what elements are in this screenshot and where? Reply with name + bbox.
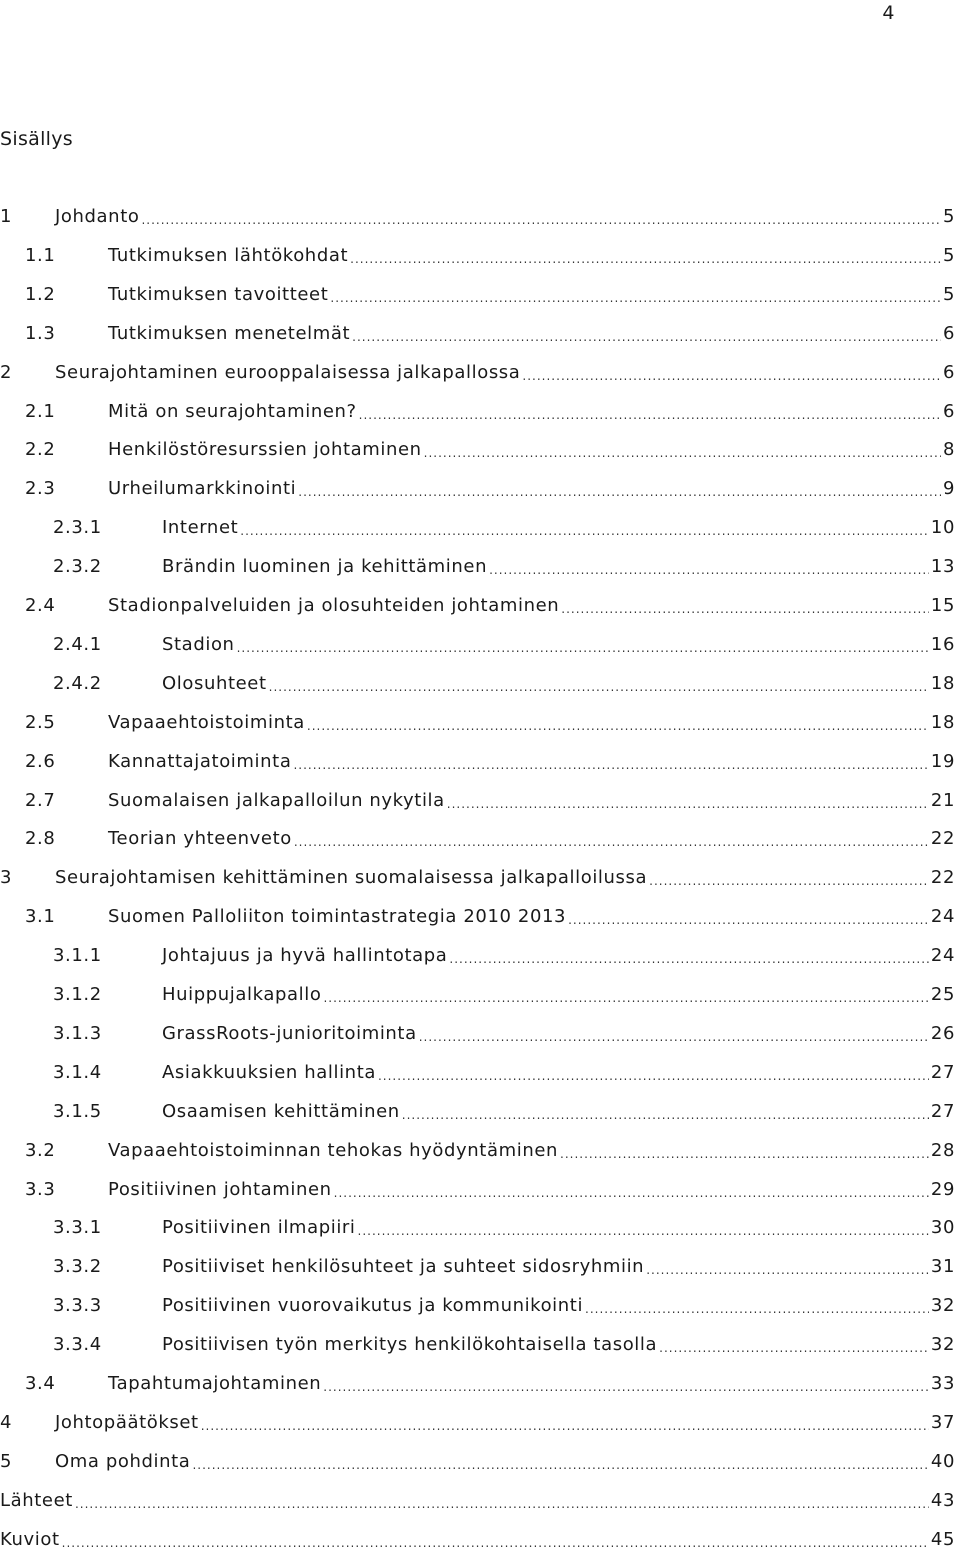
toc-entry[interactable] [25,823,955,849]
toc-title: Sisällys [0,128,73,150]
toc-dot-leader [352,322,941,344]
toc-entry-number: 2 [0,361,13,383]
toc-entry-number: 3.1 [25,906,56,928]
toc-entry-page: 29 [930,1178,955,1200]
toc-dot-leader [522,361,941,383]
toc-entry-title: Olosuhteet [162,672,267,694]
toc-entry[interactable] [25,1368,955,1394]
toc-entry[interactable] [0,201,955,227]
toc-dot-leader [358,1216,929,1238]
toc-dot-leader [585,1294,929,1316]
toc-entry-title: Henkilöstöresurssien johtaminen [108,439,422,461]
toc-entry[interactable] [25,396,955,422]
toc-entry-title: GrassRoots-junioritoiminta [162,1022,417,1044]
toc-entry-number: 3.1.3 [53,1022,102,1044]
toc-dot-leader [659,1333,929,1355]
toc-entry-page: 40 [930,1450,955,1472]
toc-entry[interactable] [25,434,955,460]
toc-dot-leader [330,283,941,305]
toc-dot-leader [649,866,929,888]
toc-dot-leader [294,827,929,849]
toc-dot-leader [141,205,940,227]
toc-dot-leader [378,1061,929,1083]
toc-entry-title: Positiivisen työn merkitys henkilökohtaisella tasolla [162,1334,658,1356]
toc-entry-number: 2.4 [25,595,56,616]
toc-entry-page: 18 [930,711,955,733]
toc-entry[interactable] [25,240,955,266]
toc-entry-page: 9 [942,478,955,500]
toc-entry[interactable] [53,940,955,966]
toc-entry-page: 8 [942,439,955,461]
page-number: 4 [882,2,895,24]
toc-entry[interactable] [53,1329,955,1355]
toc-entry[interactable] [25,901,955,927]
toc-entry-page: 19 [930,750,955,772]
toc-dot-leader [424,438,941,460]
toc-entry[interactable] [25,473,955,499]
toc-dot-leader [237,633,929,655]
toc-entry-number: 2.3.2 [53,556,102,578]
toc-entry-number: 3.3 [25,1178,56,1200]
toc-entry-title: Osaamisen kehittäminen [162,1100,400,1122]
toc-entry-page: 27 [930,1100,955,1122]
toc-entry-page: 25 [930,984,955,1005]
toc-entry[interactable] [53,1057,955,1083]
toc-entry-number: 2.1 [25,400,56,422]
toc-entry-page: 26 [930,1022,955,1044]
toc-dot-leader [240,516,929,538]
toc-entry[interactable] [53,979,955,1005]
toc-entry-title: Asiakkuuksien hallinta [162,1061,376,1083]
toc-entry-title: Stadionpalveluiden ja olosuhteiden johtaminen [108,595,560,616]
toc-entry-title: Positiivinen vuorovaikutus ja kommunikointi [162,1295,584,1317]
toc-entry-number: 2.4.2 [53,672,102,694]
toc-entry-number: 2.6 [25,750,56,772]
toc-entry-title: Brändin luominen ja kehittäminen [162,556,488,578]
toc-entry-title: Stadion [162,633,235,655]
toc-entry[interactable] [25,785,955,811]
toc-entry[interactable] [0,1446,955,1472]
toc-entry[interactable] [53,1251,955,1277]
toc-entry[interactable] [53,1018,955,1044]
toc-entry[interactable] [53,551,955,577]
toc-entry-page: 21 [930,789,955,811]
toc-entry-page: 16 [930,633,955,655]
toc-entry-title: Seurajohtamisen kehittäminen suomalaisessa jalkapalloilussa [55,867,648,889]
toc-dot-leader [192,1450,928,1472]
toc-entry-number: 3.1.4 [53,1061,102,1083]
toc-entry-title: Urheilumarkkinointi [108,478,297,500]
toc-entry-number: 3.3.2 [53,1256,102,1278]
toc-entry-page: 5 [942,206,955,227]
toc-entry-page: 24 [930,906,955,928]
toc-entry-title: Huippujalkapallo [162,984,322,1005]
toc-dot-leader [419,1022,929,1044]
toc-dot-leader [568,905,929,927]
toc-entry-title: Positiiviset henkilösuhteet ja suhteet sidosryhmiin [162,1256,645,1278]
toc-entry-number: 2.8 [25,828,56,850]
toc-dot-leader [560,1139,929,1161]
toc-dot-leader [350,244,941,266]
toc-entry-page: 45 [930,1528,955,1550]
toc-entry-number: 3.1.2 [53,984,102,1005]
toc-dot-leader [402,1100,929,1122]
toc-entry-page: 6 [942,400,955,422]
toc-entry-number: 2.3 [25,478,56,500]
toc-entry-number: 5 [0,1450,13,1472]
toc-entry-number: 1 [0,206,13,227]
toc-entry-title: Internet [162,517,239,539]
toc-entry-page: 28 [930,1139,955,1161]
toc-entry[interactable] [25,590,955,616]
toc-entry-number: 1.2 [25,283,56,305]
toc-dot-leader [449,944,928,966]
toc-entry-number: 4 [0,1411,13,1433]
toc-dot-leader [447,789,929,811]
toc-entry-number: 3.3.3 [53,1295,102,1317]
toc-entry-title: Positiivinen ilmapiiri [162,1217,356,1239]
toc-entry-page: 27 [930,1061,955,1083]
toc-entry[interactable] [0,1524,955,1550]
toc-entry-title: Johtopäätökset [55,1411,199,1433]
toc-entry-title: Suomalaisen jalkapalloilun nykytila [108,789,445,811]
toc-entry-title: Tapahtumajohtaminen [108,1373,322,1394]
toc-dot-leader [646,1255,929,1277]
toc-entry-page: 6 [942,322,955,344]
toc-entry-page: 31 [930,1256,955,1278]
toc-entry-page: 43 [930,1489,955,1511]
toc-entry[interactable] [25,279,955,305]
toc-dot-leader [323,1372,929,1394]
toc-entry-number: 3 [0,867,13,889]
toc-entry-number: 3.2 [25,1139,56,1161]
toc-entry-number: 2.5 [25,711,56,733]
toc-entry-number: 3.4 [25,1373,56,1394]
toc-entry-page: 18 [930,672,955,694]
toc-entry-title: Suomen Palloliiton toimintastrategia 2010 2013 [108,906,567,928]
toc-entry-number: 1.1 [25,244,56,266]
toc-dot-leader [269,672,929,694]
toc-entry-number: 3.3.1 [53,1217,102,1239]
toc-entry-page: 5 [942,283,955,305]
toc-entry[interactable] [25,1174,955,1200]
toc-entry-page: 37 [930,1411,955,1433]
toc-entry-number: 2.4.1 [53,633,102,655]
toc-entry[interactable] [53,629,955,655]
toc-dot-leader [62,1528,929,1550]
toc-entry-title: Tutkimuksen menetelmät [108,322,351,344]
toc-entry-title: Johtajuus ja hyvä hallintotapa [162,945,448,967]
toc-dot-leader [359,400,941,422]
toc-entry-title: Lähteet [0,1489,73,1511]
toc-entry-title: Kannattajatoiminta [108,750,292,772]
toc-dot-leader [298,477,941,499]
toc-entry-title: Oma pohdinta [55,1450,191,1472]
toc-entry-page: 32 [930,1334,955,1356]
toc-entry[interactable] [53,512,955,538]
toc-dot-leader [489,555,929,577]
toc-entry-title: Vapaaehtoistoiminta [108,711,305,733]
toc-entry-title: Tutkimuksen lähtökohdat [108,244,349,266]
toc-entry-number: 2.3.1 [53,517,102,539]
toc-entry[interactable] [53,1212,955,1238]
toc-entry-number: 3.3.4 [53,1334,102,1356]
toc-dot-leader [293,750,928,772]
toc-entry-number: 2.7 [25,789,56,811]
toc-entry-page: 22 [930,867,955,889]
toc-entry-number: 1.3 [25,322,56,344]
toc-entry-number: 2.2 [25,439,56,461]
toc-entry-page: 5 [942,244,955,266]
toc-entry[interactable] [0,357,955,383]
toc-entry-title: Seurajohtaminen eurooppalaisessa jalkapallossa [55,361,521,383]
toc-entry-page: 22 [930,828,955,850]
toc-entry-title: Mitä on seurajohtaminen? [108,400,357,422]
toc-entry-title: Teorian yhteenveto [108,828,292,850]
toc-entry-page: 15 [930,595,955,616]
toc-entry-page: 10 [930,517,955,539]
toc-entry-title: Vapaaehtoistoiminnan tehokas hyödyntäminen [108,1139,559,1161]
toc-entry[interactable] [53,668,955,694]
toc-entry-number: 3.1.5 [53,1100,102,1122]
toc-entry-page: 24 [930,945,955,967]
toc-entry-title: Johdanto [55,206,140,227]
toc-dot-leader [561,594,929,616]
toc-entry[interactable] [25,318,955,344]
toc-entry-title: Positiivinen johtaminen [108,1178,332,1200]
toc-dot-leader [334,1178,929,1200]
toc-entry[interactable] [53,1096,955,1122]
toc-entry-title: Kuviot [0,1528,60,1550]
toc-entry[interactable] [0,862,955,888]
toc-entry-number: 3.1.1 [53,945,102,967]
toc-entry-page: 32 [930,1295,955,1317]
toc-dot-leader [307,711,929,733]
toc-entry-title: Tutkimuksen tavoitteet [108,283,329,305]
toc-entry[interactable] [0,1485,955,1511]
toc-entry[interactable] [53,1290,955,1316]
toc-entry[interactable] [25,1135,955,1161]
toc-entry[interactable] [25,707,955,733]
toc-entry-page: 13 [930,556,955,578]
toc-entry[interactable] [25,746,955,772]
toc-dot-leader [323,983,928,1005]
toc-entry-page: 33 [930,1373,955,1394]
toc-entry-page: 6 [942,361,955,383]
toc-dot-leader [75,1489,929,1511]
toc-entry-page: 30 [930,1217,955,1239]
toc-entry[interactable] [0,1407,955,1433]
toc-dot-leader [201,1411,929,1433]
